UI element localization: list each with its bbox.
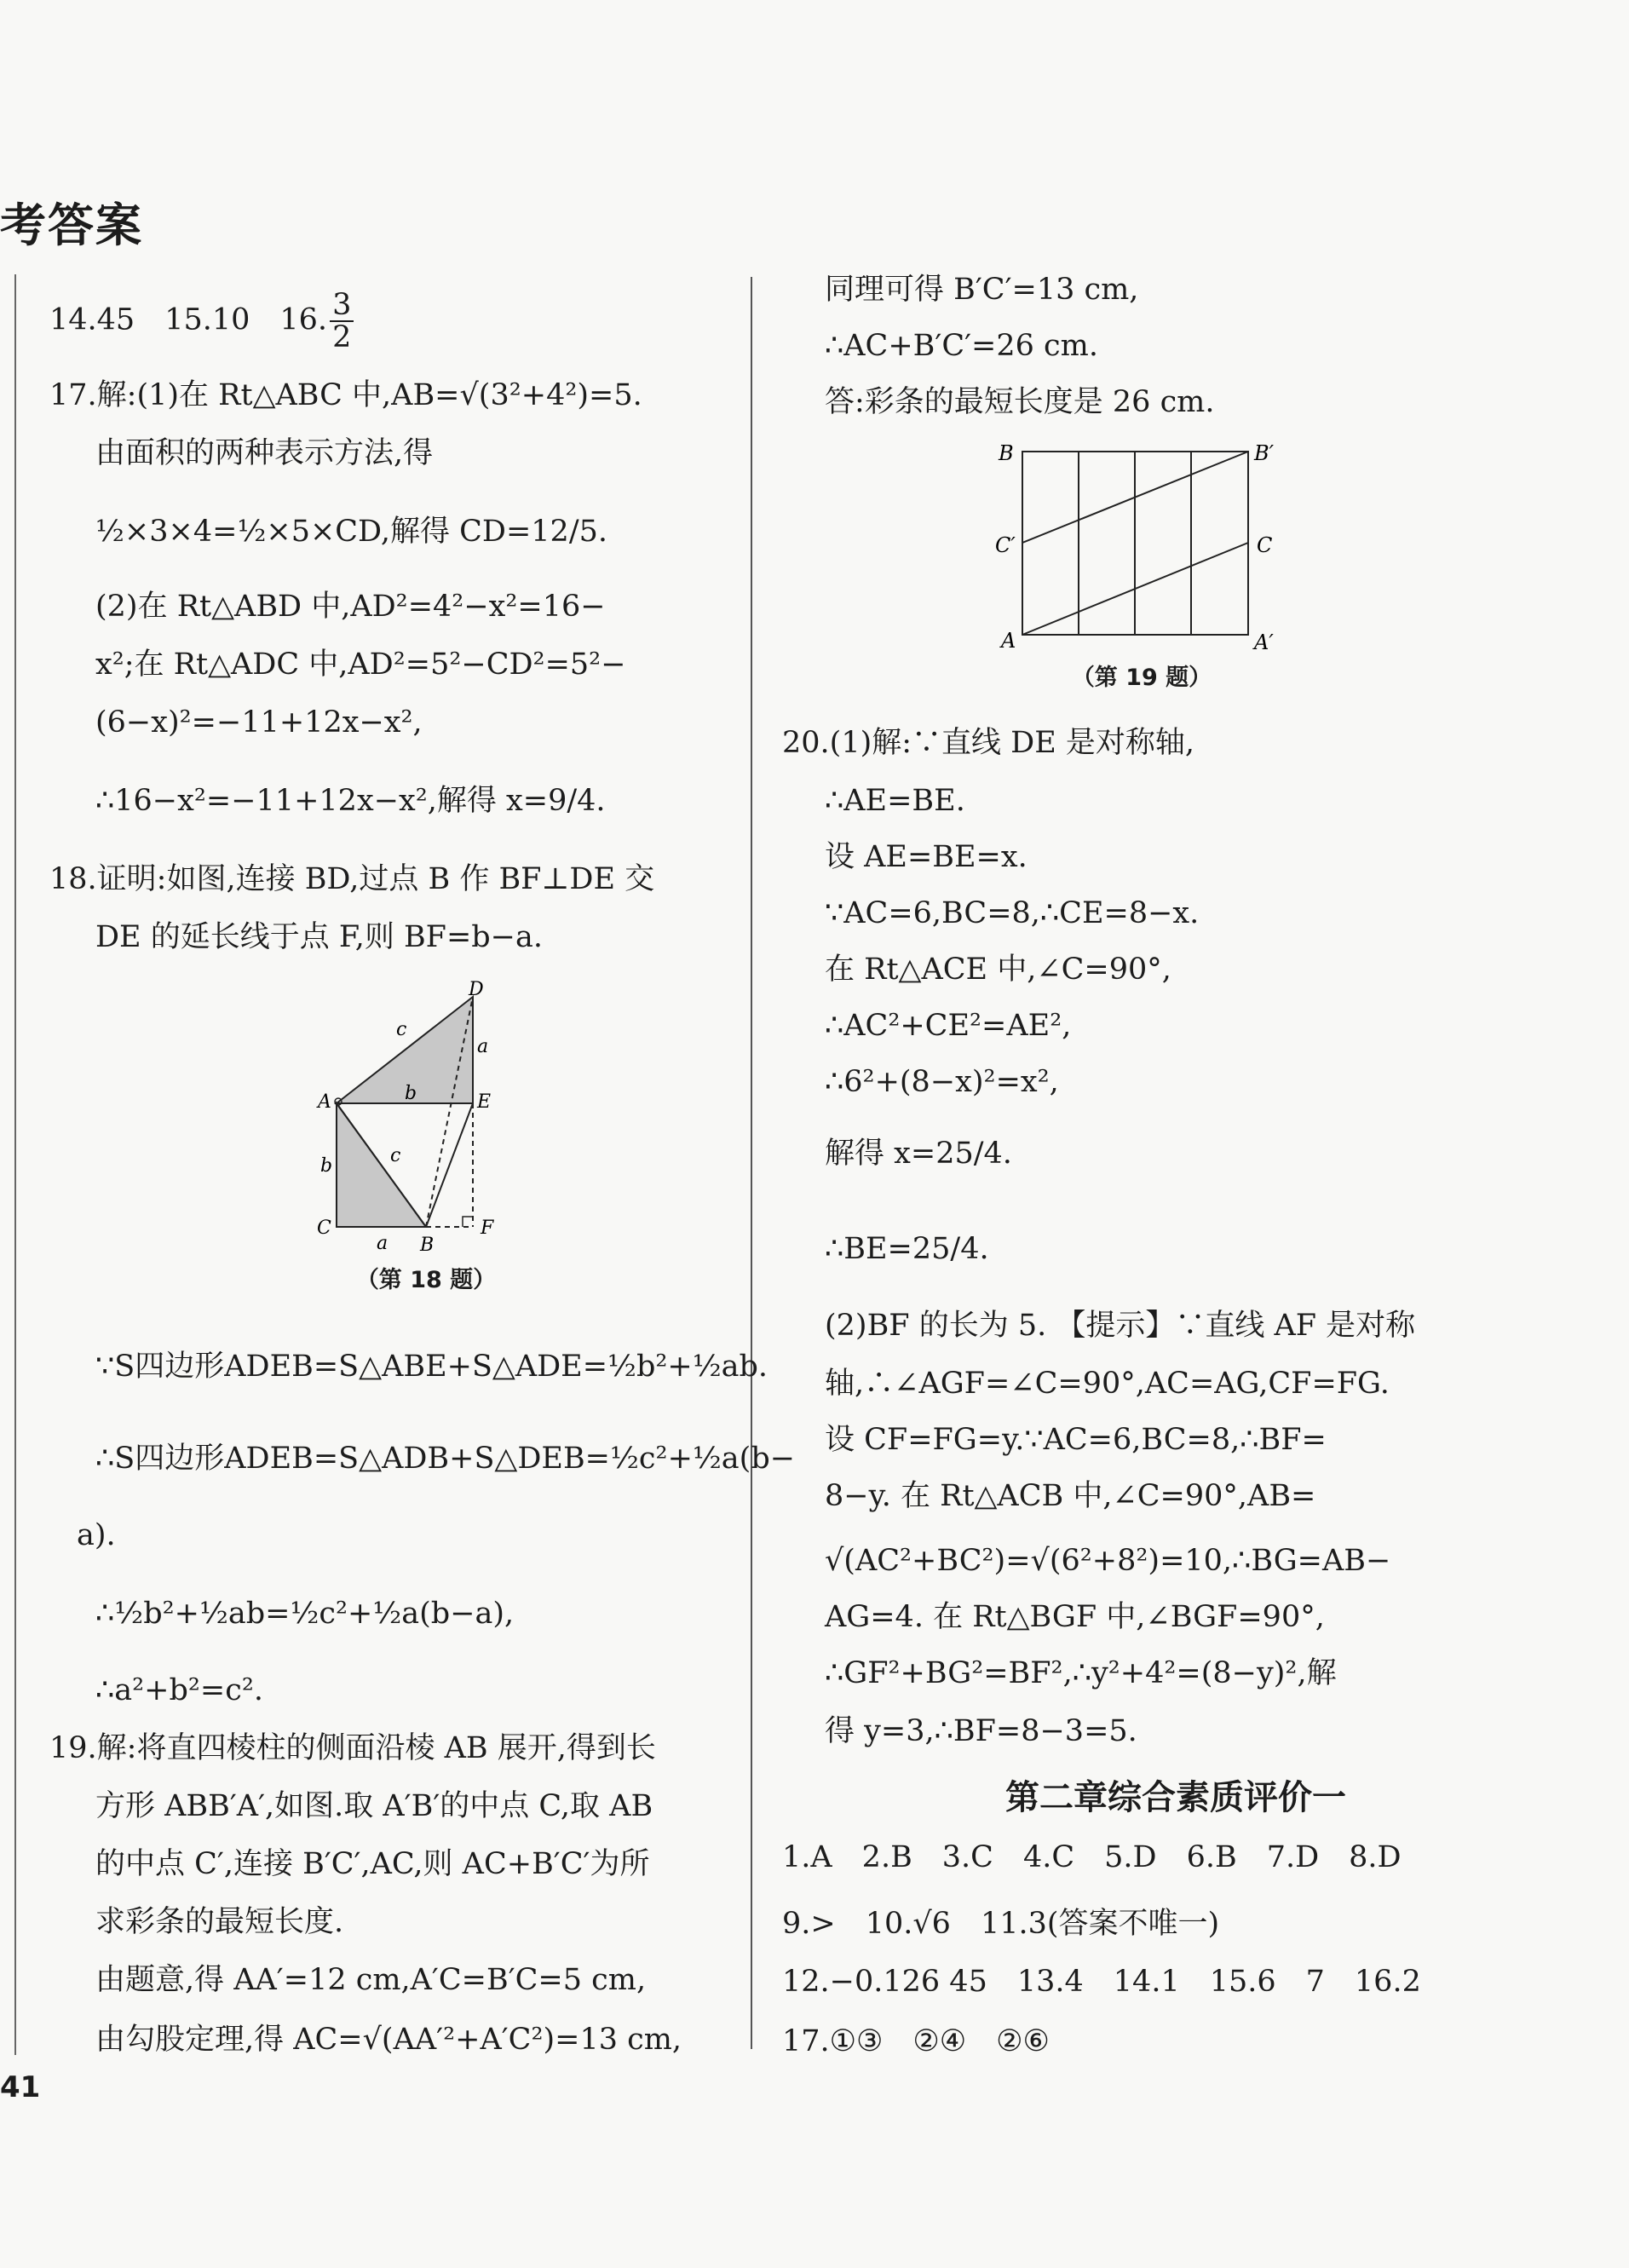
q19-line-6: 由勾股定理,得 AC=√(AA′²+A′C²)=13 cm, (95, 2023, 682, 2057)
fig18-label-e: E (477, 1091, 492, 1113)
fig18-label-a-right: a (477, 1036, 489, 1057)
q19-line-5: 由题意,得 AA′=12 cm,A′C=B′C=5 cm, (95, 1963, 647, 1997)
q20-line-10: (2)BF 的长为 5. 【提示】∵直线 AF 是对称 (825, 1309, 1416, 1343)
answers-1-8: 1.A 2.B 3.C 4.C 5.D 6.B 7.D 8.D (782, 1840, 1402, 1874)
fig19-label-b: B (999, 441, 1014, 465)
q18-line-5: a). (77, 1518, 116, 1552)
q20-line-9: ∴BE=25/4. (825, 1232, 989, 1266)
q18-line-7: ∴a²+b²=c². (95, 1673, 264, 1707)
q20-line-11: 轴,∴∠AGF=∠C=90°,AC=AG,CF=FG. (825, 1367, 1390, 1401)
figure-18-caption: （第 18 题） (355, 1267, 497, 1293)
fig18-label-b: B (420, 1235, 435, 1256)
q20-line-1: 20.(1)解:∵直线 DE 是对称轴, (782, 726, 1195, 760)
fig18-label-d: D (469, 980, 484, 1000)
fraction-3-2: $\frac{3}{2}$ (330, 290, 354, 353)
q20-line-15: AG=4. 在 Rt△BGF 中,∠BGF=90°, (825, 1600, 1325, 1634)
q19-line-1: 19.解:将直四棱柱的侧面沿棱 AB 展开,得到长 (49, 1731, 656, 1765)
q19-line-4: 求彩条的最短长度. (95, 1905, 344, 1939)
q20-line-14: √(AC²+BC²)=√(6²+8²)=10,∴BG=AB− (825, 1544, 1391, 1578)
q18-line-3: ∵S四边形ADEB=S△ABE+S△ADE=½b²+½ab. (95, 1350, 768, 1384)
q20-line-17: 得 y=3,∴BF=8−3=5. (825, 1714, 1137, 1748)
fig19-label-a: A (1001, 629, 1016, 653)
q20-line-7: ∴6²+(8−x)²=x², (825, 1065, 1059, 1099)
q20-line-5: 在 Rt△ACE 中,∠C=90°, (825, 953, 1171, 987)
fig19-label-c-prime: C′ (995, 533, 1016, 557)
q20-line-2: ∴AE=BE. (825, 784, 965, 818)
answers-12-16: 12.−0.126 45 13.4 14.1 15.6 7 16.2 (782, 1965, 1421, 1999)
figure-18-diagram (315, 980, 520, 1261)
section-title: 第二章综合素质评价一 (1005, 1778, 1346, 1817)
q17-line-5: x²;在 Rt△ADC 中,AD²=5²−CD²=5²− (95, 648, 626, 682)
fig18-label-c: C (317, 1217, 331, 1239)
figure-19-diagram (988, 435, 1287, 656)
q20-line-3: 设 AE=BE=x. (825, 840, 1027, 874)
page-number: 41 (0, 2070, 41, 2104)
fig18-label-b-left: b (320, 1155, 333, 1177)
q20-line-4: ∵AC=6,BC=8,∴CE=8−x. (825, 896, 1200, 930)
answers-9-11: 9.> 10.√6 11.3(答案不唯一) (782, 1907, 1220, 1941)
q19-line-2: 方形 ABB′A′,如图.取 A′B′的中点 C,取 AB (95, 1789, 653, 1823)
fig18-label-b-mid: b (405, 1083, 417, 1104)
answers-14-16: 14.45 15.10 16. $\frac{3}{2}$ (49, 290, 356, 353)
left-margin-rule (14, 274, 16, 2055)
q19-cont-line-1: 同理可得 B′C′=13 cm, (825, 273, 1139, 307)
fig18-label-f: F (481, 1217, 494, 1239)
q17-line-3: ½×3×4=½×5×CD,解得 CD=12/5. (95, 515, 608, 549)
figure-19-caption: （第 19 题） (1071, 665, 1212, 691)
fig19-label-c: C (1257, 533, 1273, 557)
q17-line-7: ∴16−x²=−11+12x−x²,解得 x=9/4. (95, 784, 606, 818)
fig18-label-c-top: c (396, 1019, 407, 1040)
q19-cont-line-3: 答:彩条的最短长度是 26 cm. (825, 385, 1215, 419)
q18-line-2: DE 的延长线于点 F,则 BF=b−a. (95, 920, 544, 954)
q19-line-3: 的中点 C′,连接 B′C′,AC,则 AC+B′C′为所 (95, 1847, 650, 1881)
fig19-label-a-prime: A′ (1254, 630, 1274, 654)
q20-line-13: 8−y. 在 Rt△ACB 中,∠C=90°,AB= (825, 1479, 1316, 1513)
q17-line-4: (2)在 Rt△ABD 中,AD²=4²−x²=16− (95, 590, 606, 624)
q19-cont-line-2: ∴AC+B′C′=26 cm. (825, 329, 1098, 363)
column-divider (751, 277, 752, 2049)
q17-line-6: (6−x)²=−11+12x−x², (95, 705, 423, 740)
q20-line-16: ∴GF²+BG²=BF²,∴y²+4²=(8−y)²,解 (825, 1656, 1337, 1690)
fig18-label-a: A (318, 1091, 331, 1113)
q17-line-1: 17.解:(1)在 Rt△ABC 中,AB=√(3²+4²)=5. (49, 378, 642, 412)
fig18-label-c-mid: c (390, 1145, 401, 1166)
q17-line-2: 由面积的两种表示方法,得 (95, 436, 434, 470)
q18-line-6: ∴½b²+½ab=½c²+½a(b−a), (95, 1597, 515, 1631)
fig19-label-b-prime: B′ (1254, 441, 1275, 465)
page-header-title: 考答案 (0, 199, 143, 252)
q20-line-6: ∴AC²+CE²=AE², (825, 1009, 1072, 1043)
q18-line-1: 18.证明:如图,连接 BD,过点 B 作 BF⊥DE 交 (49, 862, 655, 896)
q20-line-8: 解得 x=25/4. (825, 1137, 1012, 1171)
q20-line-12: 设 CF=FG=y.∵AC=6,BC=8,∴BF= (825, 1423, 1327, 1457)
fig18-label-a-bottom: a (377, 1233, 389, 1254)
answers-17: 17.①③ ②④ ②⑥ (782, 2024, 1050, 2058)
q18-line-4: ∴S四边形ADEB=S△ADB+S△DEB=½c²+½a(b− (95, 1442, 796, 1476)
